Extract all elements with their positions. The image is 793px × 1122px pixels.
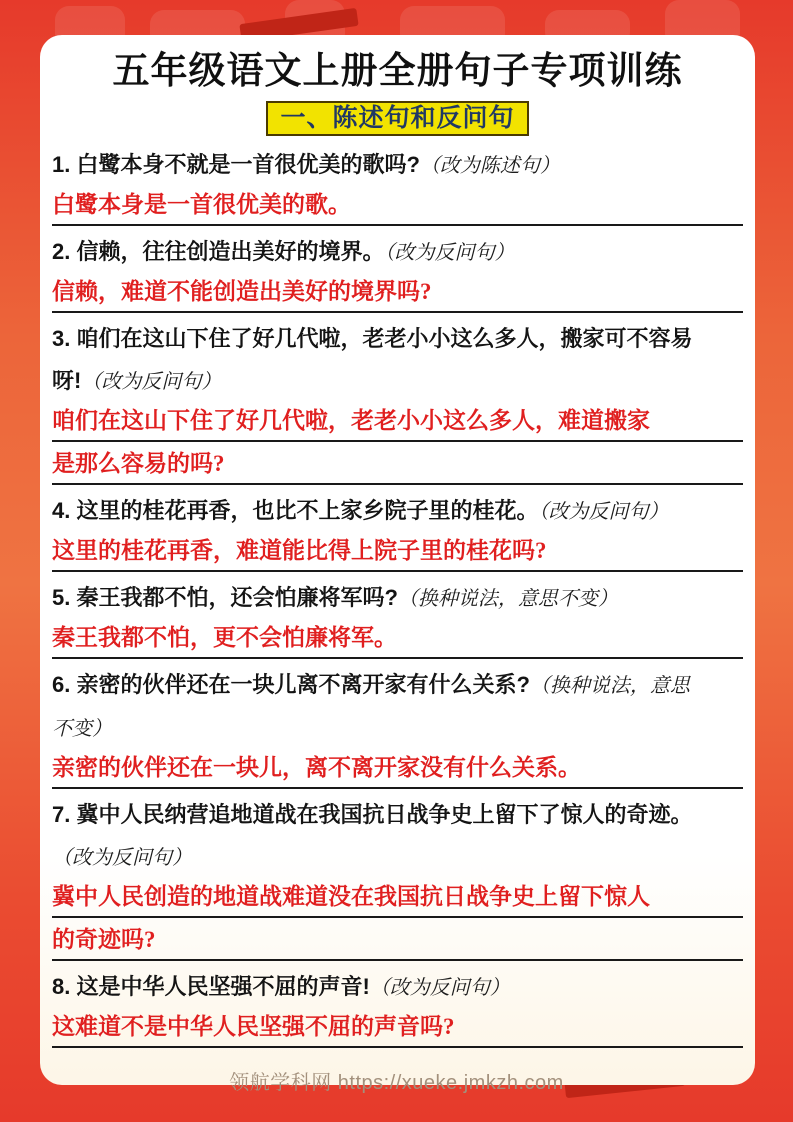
answer-line: 是那么容易的吗?: [52, 447, 743, 485]
question-line: [52, 836, 743, 879]
question-text: 3. 咱们在这山下住了好几代啦，老老小小这么多人，搬家可不容易: [52, 326, 693, 351]
question-line: [52, 577, 743, 620]
question-line: [52, 360, 743, 403]
question-text: 6. 亲密的伙伴还在一块儿离不离开家有什么关系?: [52, 672, 530, 697]
question-instruction: （换种说法，意思: [529, 675, 690, 697]
question-block: [52, 966, 743, 1048]
question-text: 7. 冀中人民纳营追地道战在我国抗日战争史上留下了惊人的奇迹。: [52, 802, 693, 827]
question-text: 8. 这是中华人民坚强不屈的声音!: [52, 974, 370, 999]
question-text: 1. 白鹭本身不就是一首很优美的歌吗?: [52, 152, 420, 177]
question-text: 呀!: [52, 368, 82, 393]
section-header: 一、陈述句和反问句: [266, 101, 528, 136]
question-text: 4. 这里的桂花再香，也比不上家乡院子里的桂花。: [52, 498, 539, 523]
page-title: 五年级语文上册全册句子专项训练: [112, 50, 683, 91]
answer-line: 白鹭本身是一首很优美的歌。: [52, 188, 743, 226]
question-block: [52, 794, 743, 961]
question-block: [52, 144, 743, 226]
question-instruction: （改为反问句）: [538, 501, 669, 523]
question-instruction: （改为陈述句）: [419, 155, 560, 177]
question-text: 2. 信赖，往往创造出美好的境界。: [52, 239, 385, 264]
question-instruction: 不变）: [52, 718, 112, 740]
question-line: [52, 231, 743, 274]
question-block: [52, 664, 743, 789]
answer-line: 咱们在这山下住了好几代啦，老老小小这么多人，难道搬家: [52, 404, 743, 442]
question-instruction: （改为反问句）: [369, 977, 510, 999]
question-line: [52, 144, 743, 187]
answer-line: 这难道不是中华人民坚强不屈的声音吗?: [52, 1010, 743, 1048]
section-header-wrap: [50, 101, 745, 136]
answer-line: 亲密的伙伴还在一块儿，离不离开家没有什么关系。: [52, 751, 743, 789]
worksheet-card: [40, 35, 755, 1085]
watermark: 领航学科网 https://xueke.jmkzh.com: [229, 1072, 564, 1094]
question-instruction: （改为反问句）: [52, 847, 192, 869]
question-block: [52, 490, 743, 572]
answer-line: 冀中人民创造的地道战难道没在我国抗日战争史上留下惊人: [52, 880, 743, 918]
question-list: [50, 144, 745, 1048]
question-line: [52, 318, 743, 360]
question-instruction: （改为反问句）: [81, 371, 222, 393]
question-line: [52, 707, 743, 750]
question-instruction: （改为反问句）: [384, 242, 515, 264]
question-instruction: （换种说法，意思不变）: [397, 588, 618, 610]
question-block: [52, 318, 743, 485]
question-line: [52, 664, 743, 707]
answer-line: 秦王我都不怕，更不会怕廉将军。: [52, 621, 743, 659]
question-line: [52, 794, 743, 836]
question-text: 5. 秦王我都不怕，还会怕廉将军吗?: [52, 585, 398, 610]
question-line: [52, 490, 743, 533]
question-block: [52, 231, 743, 313]
question-line: [52, 966, 743, 1009]
answer-line: 信赖，难道不能创造出美好的境界吗?: [52, 275, 743, 313]
answer-line: 的奇迹吗?: [52, 923, 743, 961]
answer-line: 这里的桂花再香，难道能比得上院子里的桂花吗?: [52, 534, 743, 572]
question-block: [52, 577, 743, 659]
